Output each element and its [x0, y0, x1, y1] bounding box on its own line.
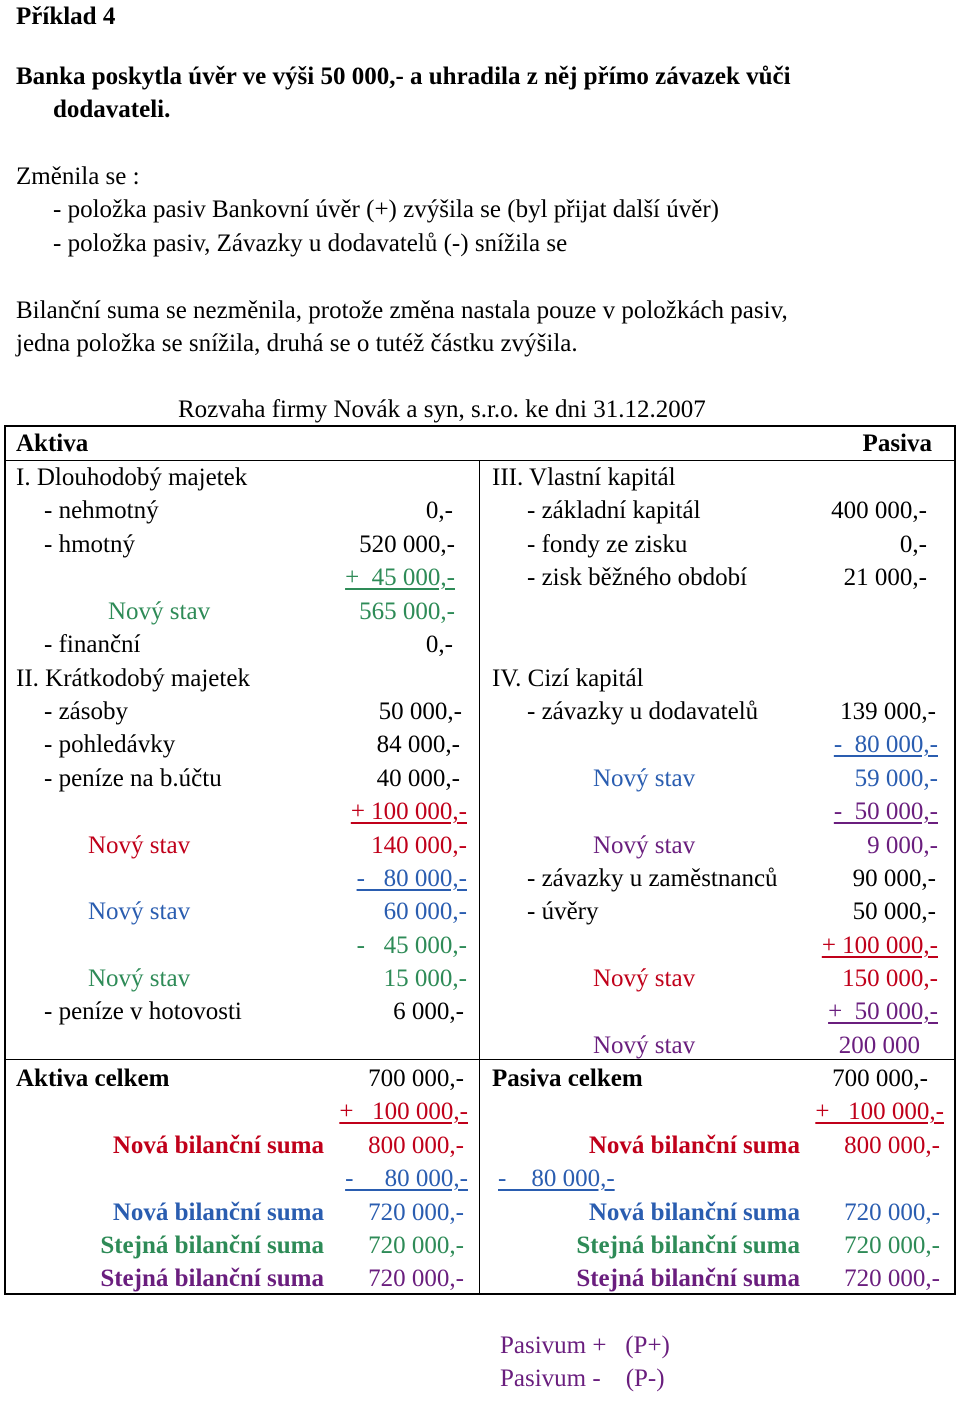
- assets-new-sum-value-1: 800 000,-: [368, 1132, 464, 1159]
- funds-label: - fondy ze zisku: [527, 531, 688, 558]
- table-left-border: [4, 425, 6, 1295]
- explanation-line-1: Bilanční suma se nezměnila, protože změna nastala pouze v položkách pasiv,: [16, 297, 788, 324]
- explanation-line-2: jedna položka se snížila, druhá se o tutéž částku zvýšila.: [16, 330, 578, 357]
- foreign-capital-heading: IV. Cizí kapitál: [492, 665, 644, 692]
- assets-same-sum-label-1: Stejná bilanční suma: [100, 1232, 324, 1259]
- inventory-value: 50 000,-: [378, 698, 462, 725]
- loans-new-label-1: Nový stav: [593, 965, 696, 992]
- receivables-label: - pohledávky: [44, 731, 176, 758]
- employees-value: 90 000,-: [852, 865, 936, 892]
- bank-change-1: + 100 000,-: [350, 798, 467, 825]
- liabilities-total-value: 700 000,-: [832, 1065, 928, 1092]
- table-top-border: [4, 425, 956, 427]
- liabilities-same-sum-label-1: Stejná bilanční suma: [576, 1232, 800, 1259]
- suppliers-change-2: - 50 000,-: [833, 798, 938, 825]
- equity-heading: III. Vlastní kapitál: [492, 464, 676, 491]
- legend-liability-plus: Pasivum + (P+): [500, 1332, 670, 1359]
- suppliers-new-label-2: Nový stav: [593, 832, 696, 859]
- loans-new-value-2: 200 000: [838, 1032, 920, 1059]
- suppliers-change-1: - 80 000,-: [833, 731, 938, 758]
- tangible-label: - hmotný: [44, 531, 135, 558]
- employees-label: - závazky u zaměstnanců: [527, 865, 778, 892]
- liabilities-new-sum-label-1: Nová bilanční suma: [588, 1132, 800, 1159]
- bank-new-label-1: Nový stav: [88, 832, 191, 859]
- receivables-value: 84 000,-: [376, 731, 460, 758]
- bank-value: 40 000,-: [376, 765, 460, 792]
- liabilities-total-change-1: + 100 000,-: [815, 1098, 944, 1125]
- bank-new-label-3: Nový stav: [88, 965, 191, 992]
- loans-change-2: + 50 000,-: [828, 998, 938, 1025]
- intangible-value: 0,-: [425, 497, 453, 524]
- loans-label: - úvěry: [527, 898, 599, 925]
- assets-total-change-1: + 100 000,-: [339, 1098, 468, 1125]
- assets-total-label: Aktiva celkem: [16, 1065, 170, 1092]
- page-title: Příklad 4: [16, 3, 116, 30]
- suppliers-label: - závazky u dodavatelů: [527, 698, 759, 725]
- tangible-change: + 45 000,-: [345, 564, 455, 591]
- liabilities-same-sum-value-1: 720 000,-: [844, 1232, 940, 1259]
- change-item-1: - položka pasiv Bankovní úvěr (+) zvýšila se (byl přijat další úvěr): [53, 196, 720, 223]
- cash-value: 6 000,-: [393, 998, 464, 1025]
- share-capital-label: - základní kapitál: [527, 497, 701, 524]
- profit-value: 21 000,-: [843, 564, 927, 591]
- cash-label: - peníze v hotovosti: [44, 998, 242, 1025]
- loans-value: 50 000,-: [852, 898, 936, 925]
- task-line-2: dodavateli.: [53, 96, 171, 123]
- liabilities-new-sum-label-2: Nová bilanční suma: [588, 1199, 800, 1226]
- table-right-border: [954, 425, 956, 1295]
- bank-new-label-2: Nový stav: [88, 898, 191, 925]
- financial-label: - finanční: [44, 631, 141, 658]
- suppliers-new-value-2: 9 000,-: [867, 832, 938, 859]
- liabilities-same-sum-label-2: Stejná bilanční suma: [576, 1265, 800, 1292]
- liabilities-total-label: Pasiva celkem: [492, 1065, 643, 1092]
- liabilities-new-sum-value-1: 800 000,-: [844, 1132, 940, 1159]
- financial-value: 0,-: [425, 631, 453, 658]
- profit-label: - zisk běžného období: [527, 564, 748, 591]
- suppliers-new-label-1: Nový stav: [593, 765, 696, 792]
- changes-intro: Změnila se :: [16, 163, 140, 190]
- bank-label: - peníze na b.účtu: [44, 765, 222, 792]
- assets-new-sum-label-1: Nová bilanční suma: [112, 1132, 324, 1159]
- intangible-label: - nehmotný: [44, 497, 159, 524]
- assets-same-sum-value-1: 720 000,-: [368, 1232, 464, 1259]
- bank-change-3: - 45 000,-: [356, 932, 467, 959]
- table-totals-border: [4, 1059, 956, 1060]
- bank-new-value-3: 15 000,-: [383, 965, 467, 992]
- loans-new-label-2: Nový stav: [593, 1032, 696, 1059]
- tangible-value: 520 000,-: [359, 531, 455, 558]
- assets-total-value: 700 000,-: [368, 1065, 464, 1092]
- assets-same-sum-value-2: 720 000,-: [368, 1265, 464, 1292]
- suppliers-value: 139 000,-: [840, 698, 936, 725]
- funds-value: 0,-: [899, 531, 927, 558]
- inventory-label: - zásoby: [44, 698, 128, 725]
- table-middle-divider: [479, 460, 480, 1295]
- tangible-new-value: 565 000,-: [359, 598, 455, 625]
- legend-liability-minus: Pasivum - (P-): [500, 1365, 665, 1392]
- liabilities-new-sum-value-2: 720 000,-: [844, 1199, 940, 1226]
- tangible-new-label: Nový stav: [108, 598, 211, 625]
- longterm-assets-heading: I. Dlouhodobý majetek: [16, 464, 248, 491]
- assets-header: Aktiva: [16, 430, 89, 457]
- bank-new-value-2: 60 000,-: [383, 898, 467, 925]
- loans-new-value-1: 150 000,-: [842, 965, 938, 992]
- assets-total-change-2: - 80 000,-: [345, 1165, 468, 1192]
- assets-new-sum-value-2: 720 000,-: [368, 1199, 464, 1226]
- bank-new-value-1: 140 000,-: [371, 832, 467, 859]
- task-line-1: Banka poskytla úvěr ve výši 50 000,- a uhradila z něj přímo závazek vůči: [16, 63, 791, 90]
- balance-title: Rozvaha firmy Novák a syn, s.r.o. ke dni 31.12.2007: [178, 396, 706, 423]
- shortterm-assets-heading: II. Krátkodobý majetek: [16, 665, 250, 692]
- share-capital-value: 400 000,-: [831, 497, 927, 524]
- liabilities-total-change-2: - 80 000,-: [498, 1165, 615, 1192]
- change-item-2: - položka pasiv, Závazky u dodavatelů (-) snížila se: [53, 230, 568, 257]
- assets-same-sum-label-2: Stejná bilanční suma: [100, 1265, 324, 1292]
- assets-new-sum-label-2: Nová bilanční suma: [112, 1199, 324, 1226]
- liabilities-same-sum-value-2: 720 000,-: [844, 1265, 940, 1292]
- loans-change-1: + 100 000,-: [821, 932, 938, 959]
- suppliers-new-value-1: 59 000,-: [854, 765, 938, 792]
- bank-change-2: - 80 000,-: [356, 865, 467, 892]
- liabilities-header: Pasiva: [862, 430, 932, 457]
